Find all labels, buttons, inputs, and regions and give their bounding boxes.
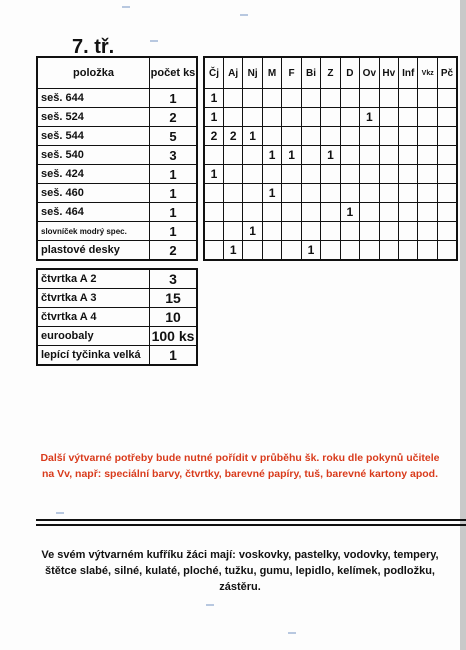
subject-cell: 1 [262,184,281,203]
subject-cell: 1 [223,241,242,261]
table-row [37,327,197,346]
subject-cell [418,146,437,165]
subject-cell [399,203,418,222]
subject-header: Hv [379,57,398,89]
subject-cell [301,146,320,165]
subject-cell: 1 [204,108,223,127]
subject-cell [379,89,398,108]
subject-cell [301,127,320,146]
table-row [204,108,457,127]
subject-header: Pč [437,57,457,89]
supply-name: čtvrtka A 3 [37,289,150,308]
table-row [37,165,197,184]
supplies-table [36,268,198,366]
subject-cell [437,241,457,261]
subjects-header-row [204,57,457,89]
subject-cell [321,241,340,261]
subject-cell [399,184,418,203]
subject-header: Bi [301,57,320,89]
scan-speck [56,512,64,514]
item-qty: 2 [150,108,198,127]
subject-cell [301,108,320,127]
subject-cell [360,222,379,241]
subject-cell [360,89,379,108]
subject-cell [262,127,281,146]
subject-cell [321,203,340,222]
subject-cell: 1 [321,146,340,165]
table-row [204,222,457,241]
subject-cell [379,184,398,203]
items-header-row [37,57,197,89]
scan-speck [206,604,214,606]
subject-cell [262,203,281,222]
subject-cell [301,203,320,222]
subject-cell [418,203,437,222]
item-qty: 5 [150,127,198,146]
subject-cell [301,222,320,241]
subject-cell [399,89,418,108]
subject-cell [223,89,242,108]
item-name: seš. 424 [37,165,150,184]
subject-cell [418,222,437,241]
subject-cell: 1 [243,127,262,146]
subject-cell: 1 [340,203,359,222]
subject-cell [243,203,262,222]
subject-cell [340,127,359,146]
supply-qty: 100 ks [150,327,198,346]
subject-cell [301,89,320,108]
item-name: slovníček modrý spec. [37,222,150,241]
subjects-table [203,56,458,261]
subject-cell [282,203,301,222]
subject-header: Z [321,57,340,89]
subject-cell [340,146,359,165]
subject-cell [418,127,437,146]
subject-cell [418,89,437,108]
subject-cell [204,222,223,241]
subject-cell [399,108,418,127]
supply-name: čtvrtka A 2 [37,269,150,289]
table-row [37,269,197,289]
subject-cell [262,89,281,108]
subject-cell [223,108,242,127]
table-row [37,89,197,108]
subject-cell [301,165,320,184]
item-qty: 1 [150,222,198,241]
item-name: seš. 460 [37,184,150,203]
subject-cell [321,108,340,127]
subject-cell [262,165,281,184]
footer-text: Ve svém výtvarném kufříku žáci mají: voskovky, pastelky, vodovky, tempery, štětce slabé, silné, kulaté, ploché, tužku, gumu, lepidlo, kelímek, podložku, zástěru. [41,549,439,593]
subject-cell [204,241,223,261]
table-row [37,241,197,261]
table-row [204,165,457,184]
item-qty: 3 [150,146,198,165]
table-row [37,346,197,366]
subject-cell [399,241,418,261]
table-row [204,203,457,222]
supply-qty: 15 [150,289,198,308]
subject-cell [437,184,457,203]
subject-cell [243,146,262,165]
subject-cell: 1 [360,108,379,127]
subject-cell [243,241,262,261]
item-qty: 1 [150,89,198,108]
subject-header: Aj [223,57,242,89]
subject-cell [360,127,379,146]
subject-cell [282,165,301,184]
subject-cell [223,146,242,165]
subject-cell [379,127,398,146]
subject-cell [204,184,223,203]
subject-cell [340,89,359,108]
subject-cell [340,241,359,261]
subject-header: Vkz [418,57,437,89]
subject-header: D [340,57,359,89]
table-row [37,308,197,327]
subject-cell [379,165,398,184]
subject-cell [223,184,242,203]
subject-cell [437,203,457,222]
subject-cell [418,165,437,184]
subject-cell [379,108,398,127]
subject-cell [379,203,398,222]
scan-speck [240,14,248,16]
subject-cell [262,241,281,261]
item-name: seš. 540 [37,146,150,165]
subject-cell: 1 [204,89,223,108]
subject-cell [360,241,379,261]
subject-cell [204,146,223,165]
subject-cell [360,146,379,165]
item-qty: 1 [150,165,198,184]
table-row [204,89,457,108]
subject-cell [223,222,242,241]
supply-name: čtvrtka A 4 [37,308,150,327]
scan-speck [288,632,296,634]
subject-cell [360,184,379,203]
item-qty: 1 [150,203,198,222]
subject-cell [418,108,437,127]
table-row [37,203,197,222]
scan-speck [150,40,158,42]
subject-cell [243,165,262,184]
header-count: počet ks [150,57,198,89]
subject-cell [321,127,340,146]
subject-cell [379,146,398,165]
subject-cell [360,165,379,184]
subject-cell [437,89,457,108]
divider-rule [36,519,466,521]
table-row [37,222,197,241]
subject-cell [282,127,301,146]
subject-cell [262,222,281,241]
subject-header: M [262,57,281,89]
supply-qty: 3 [150,269,198,289]
subject-cell [437,108,457,127]
item-qty: 2 [150,241,198,261]
scan-edge [460,0,466,650]
supply-qty: 10 [150,308,198,327]
subject-cell [321,222,340,241]
table-row [204,184,457,203]
table-row [37,289,197,308]
subject-cell [321,184,340,203]
subject-cell [282,241,301,261]
page-title: 7. tř. [72,36,115,58]
subject-cell [301,184,320,203]
table-row [204,127,457,146]
item-name: seš. 644 [37,89,150,108]
subject-cell: 1 [282,146,301,165]
subject-cell [437,146,457,165]
subject-header: Ov [360,57,379,89]
table-row [204,241,457,261]
subject-cell [243,89,262,108]
subject-cell [340,165,359,184]
subject-cell: 1 [243,222,262,241]
supply-name: euroobaly [37,327,150,346]
item-qty: 1 [150,184,198,203]
subject-cell [399,222,418,241]
divider-rule [36,524,466,526]
subject-cell [223,165,242,184]
subject-cell [243,184,262,203]
subject-cell: 1 [262,146,281,165]
subject-cell [282,222,301,241]
subject-cell [418,241,437,261]
subject-header: Čj [204,57,223,89]
subject-cell [437,222,457,241]
subject-cell [204,203,223,222]
table-row [37,127,197,146]
item-name: seš. 524 [37,108,150,127]
table-row [204,146,457,165]
subject-header: F [282,57,301,89]
supply-name: lepící tyčinka velká [37,346,150,366]
table-row [37,146,197,165]
items-table [36,56,198,261]
subject-cell [282,89,301,108]
subject-cell [437,165,457,184]
subject-cell [340,184,359,203]
item-name: plastové desky [37,241,150,261]
subject-cell [340,108,359,127]
subject-cell [321,89,340,108]
subject-cell [399,165,418,184]
item-name: seš. 544 [37,127,150,146]
subject-cell [243,108,262,127]
subject-cell [379,241,398,261]
subject-cell [360,203,379,222]
subject-cell [437,127,457,146]
subject-cell [321,165,340,184]
item-name: seš. 464 [37,203,150,222]
note-text: Další výtvarné potřeby bude nutné pořídit v průběhu šk. roku dle pokynů učitele na Vv, např: speciální barvy, čtvrtky, barevné papíry, tuš, barevné kartony apod. [40,452,440,480]
subject-cell [262,108,281,127]
subject-cell: 1 [301,241,320,261]
header-item: položka [37,57,150,89]
subject-cell [223,203,242,222]
subject-header: Nj [243,57,262,89]
table-row [37,184,197,203]
scan-speck [122,6,130,8]
table-row [37,108,197,127]
subject-cell [379,222,398,241]
supply-qty: 1 [150,346,198,366]
subject-cell [282,184,301,203]
subject-cell: 1 [204,165,223,184]
subject-cell [399,146,418,165]
subject-cell [340,222,359,241]
subject-cell [282,108,301,127]
subject-cell [399,127,418,146]
subject-cell [418,184,437,203]
subject-header: Inf [399,57,418,89]
subject-cell: 2 [223,127,242,146]
subject-cell: 2 [204,127,223,146]
